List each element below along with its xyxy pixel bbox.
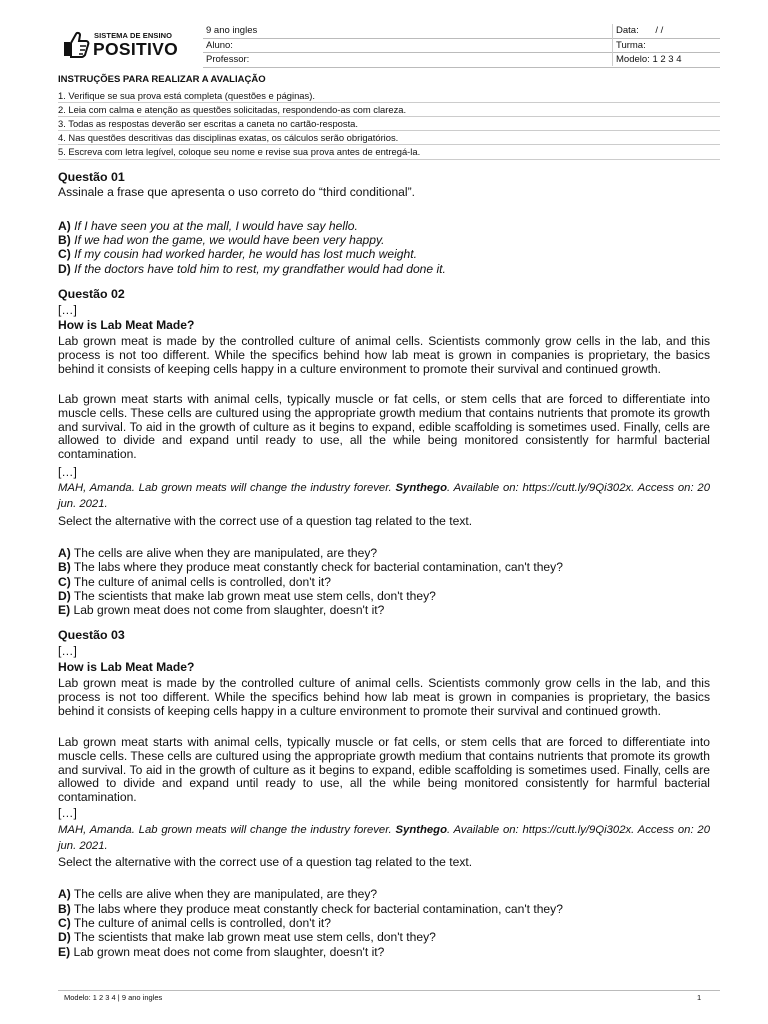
source-publication: Synthego — [395, 482, 447, 494]
article-source — [58, 823, 710, 854]
option-text: If we had won the game, we would have been very happy. — [74, 233, 385, 247]
option-letter: D) — [58, 262, 71, 276]
modelo-field — [616, 53, 682, 67]
option-letter: B) — [58, 902, 71, 916]
article-paragraph: Lab grown meat is made by the controlled culture of animal cells. Scientists commonly grow cells in the lab, and this process is not too different. While the specifics behind how lab meat is grown in companies is proprietary, the basics behind it consists of keeping cells happy in a culture environment to promote their survival and continued growth. — [58, 334, 710, 376]
article-paragraph: Lab grown meat starts with animal cells, typically muscle or fat cells, or stem cells that are forced to differentiate into muscle cells. These cells are cultured using the appropriate growth medium that contains nutrients that promote its growth and survival. To aid in the growth of culture as it begins to expand, edible scaffolding is sometimes used. Finally, cells are allowed to divide and expand until ready to use, all the while being monitored consistently for harmful bacterial contamination. — [58, 735, 710, 805]
question-01-option-d[interactable] — [58, 262, 446, 276]
positivo-logo — [60, 28, 180, 62]
question-01-option-c[interactable] — [58, 247, 417, 261]
instruction-item: 5. Escreva com letra legível, coloque seu nome e revise sua prova antes de entregá-la. — [58, 146, 421, 157]
data-field — [616, 24, 663, 38]
thumbs-up-logo-icon — [60, 28, 92, 60]
question-03-title: Questão 03 — [58, 628, 125, 642]
option-letter: E) — [58, 603, 71, 617]
option-text: The cells are alive when they are manipulated, are they? — [73, 546, 378, 560]
instructions-title: INSTRUÇÕES PARA REALIZAR A AVALIAÇÃO — [58, 74, 266, 85]
question-03-option-b[interactable] — [58, 902, 563, 916]
source-text: . Available on: https://cutt.ly/9Qi302x. Access on: 20 jun. 2021. — [58, 482, 710, 510]
question-03-option-d[interactable] — [58, 930, 436, 944]
option-text: The scientists that make lab grown meat use stem cells, don't they? — [73, 930, 436, 944]
option-text: Lab grown meat does not come from slaughter, doesn't it? — [73, 603, 385, 617]
option-letter: A) — [58, 219, 71, 233]
article-heading: How is Lab Meat Made? — [58, 318, 195, 332]
instruction-divider — [58, 159, 720, 160]
logo-title: POSITIVO — [93, 39, 179, 59]
option-letter: D) — [58, 930, 71, 944]
option-letter: B) — [58, 560, 71, 574]
question-01-title: Questão 01 — [58, 170, 125, 184]
instruction-item: 4. Nas questões descritivas das disciplinas exatas, os cálculos serão obrigatórios. — [58, 132, 399, 143]
modelo-label: Modelo: — [616, 54, 650, 65]
article-heading: How is Lab Meat Made? — [58, 660, 195, 674]
option-text: The labs where they produce meat constantly check for bacterial contamination, can't they? — [73, 560, 563, 574]
question-02-prompt: Select the alternative with the correct use of a question tag related to the text. — [58, 514, 473, 528]
option-text: Lab grown meat does not come from slaughter, doesn't it? — [73, 945, 385, 959]
option-letter: C) — [58, 575, 71, 589]
aluno-label: Aluno: — [206, 40, 233, 51]
question-02-option-e[interactable] — [58, 603, 384, 617]
question-02-option-d[interactable] — [58, 589, 436, 603]
ellipsis: […] — [58, 644, 77, 658]
ellipsis: […] — [58, 806, 77, 820]
question-01-option-a[interactable] — [58, 219, 358, 233]
option-text: The cells are alive when they are manipulated, are they? — [73, 887, 378, 901]
source-text: MAH, Amanda. Lab grown meats will change the industry forever. — [58, 482, 392, 494]
instruction-item: 2. Leia com calma e atenção as questões solicitadas, respondendo-as com clareza. — [58, 104, 407, 115]
question-02-title: Questão 02 — [58, 287, 125, 301]
option-letter: C) — [58, 916, 71, 930]
header-column-divider — [612, 24, 613, 66]
header-divider — [203, 38, 720, 39]
question-02-option-a[interactable] — [58, 546, 377, 560]
question-02-option-b[interactable] — [58, 560, 563, 574]
instruction-divider — [58, 144, 720, 145]
article-source — [58, 481, 710, 512]
option-letter: C) — [58, 247, 71, 261]
question-01-prompt: Assinale a frase que apresenta o uso correto do “third conditional”. — [58, 185, 415, 199]
option-letter: B) — [58, 233, 71, 247]
question-03-option-e[interactable] — [58, 945, 384, 959]
header-divider — [203, 52, 720, 53]
instruction-divider — [58, 116, 720, 117]
question-03-prompt: Select the alternative with the correct use of a question tag related to the text. — [58, 855, 473, 869]
turma-label: Turma: — [616, 40, 646, 51]
footer-divider — [58, 990, 720, 991]
ellipsis: […] — [58, 303, 77, 317]
question-02-option-c[interactable] — [58, 575, 331, 589]
page-number: 1 — [697, 993, 702, 1002]
header-divider — [203, 67, 720, 68]
option-letter: A) — [58, 887, 71, 901]
footer-model-info: Modelo: 1 2 3 4 | 9 ano ingles — [64, 993, 163, 1002]
data-label: Data: — [616, 25, 639, 36]
logo-subtitle: SISTEMA DE ENSINO — [94, 31, 173, 40]
option-text: The scientists that make lab grown meat use stem cells, don't they? — [73, 589, 436, 603]
question-03-option-c[interactable] — [58, 916, 331, 930]
instruction-item: 1. Verifique se sua prova está completa (questões e páginas). — [58, 90, 315, 101]
ellipsis: […] — [58, 465, 77, 479]
source-text: MAH, Amanda. Lab grown meats will change the industry forever. — [58, 824, 392, 836]
subject-label: 9 ano ingles — [206, 25, 258, 36]
option-letter: E) — [58, 945, 71, 959]
modelo-value: 1 2 3 4 — [652, 54, 682, 65]
source-text: . Available on: https://cutt.ly/9Qi302x. Access on: 20 jun. 2021. — [58, 824, 710, 852]
question-01-option-b[interactable] — [58, 233, 385, 247]
option-text: If the doctors have told him to rest, my grandfather would had done it. — [74, 262, 446, 276]
question-03-option-a[interactable] — [58, 887, 377, 901]
option-text: If my cousin had worked harder, he would has lost much weight. — [74, 247, 417, 261]
instruction-item: 3. Todas as respostas deverão ser escritas a caneta no cartão-resposta. — [58, 118, 358, 129]
option-text: The labs where they produce meat constantly check for bacterial contamination, can't they? — [73, 902, 563, 916]
instruction-divider — [58, 130, 720, 131]
option-letter: A) — [58, 546, 71, 560]
article-paragraph: Lab grown meat is made by the controlled culture of animal cells. Scientists commonly grow cells in the lab, and this process is not too different. While the specifics behind how lab meat is grown in companies is proprietary, the basics behind it consists of keeping cells happy in a culture environment to promote their survival and continued growth. — [58, 676, 710, 718]
article-paragraph: Lab grown meat starts with animal cells, typically muscle or fat cells, or stem cells that are forced to differentiate into muscle cells. These cells are cultured using the appropriate growth medium that contains nutrients that promote its growth and survival. To aid in the growth of culture as it begins to expand, edible scaffolding is sometimes used. Finally, cells are allowed to divide and expand until ready to use, all the while being monitored consistently for harmful bacterial contamination. — [58, 392, 710, 462]
professor-label: Professor: — [206, 54, 250, 65]
option-letter: D) — [58, 589, 71, 603]
option-text: The culture of animal cells is controlled, don't it? — [73, 575, 331, 589]
option-text: If I have seen you at the mall, I would have say hello. — [74, 219, 358, 233]
option-text: The culture of animal cells is controlled, don't it? — [73, 916, 331, 930]
data-value: / / — [655, 25, 664, 36]
instruction-divider — [58, 102, 720, 103]
source-publication: Synthego — [395, 824, 447, 836]
